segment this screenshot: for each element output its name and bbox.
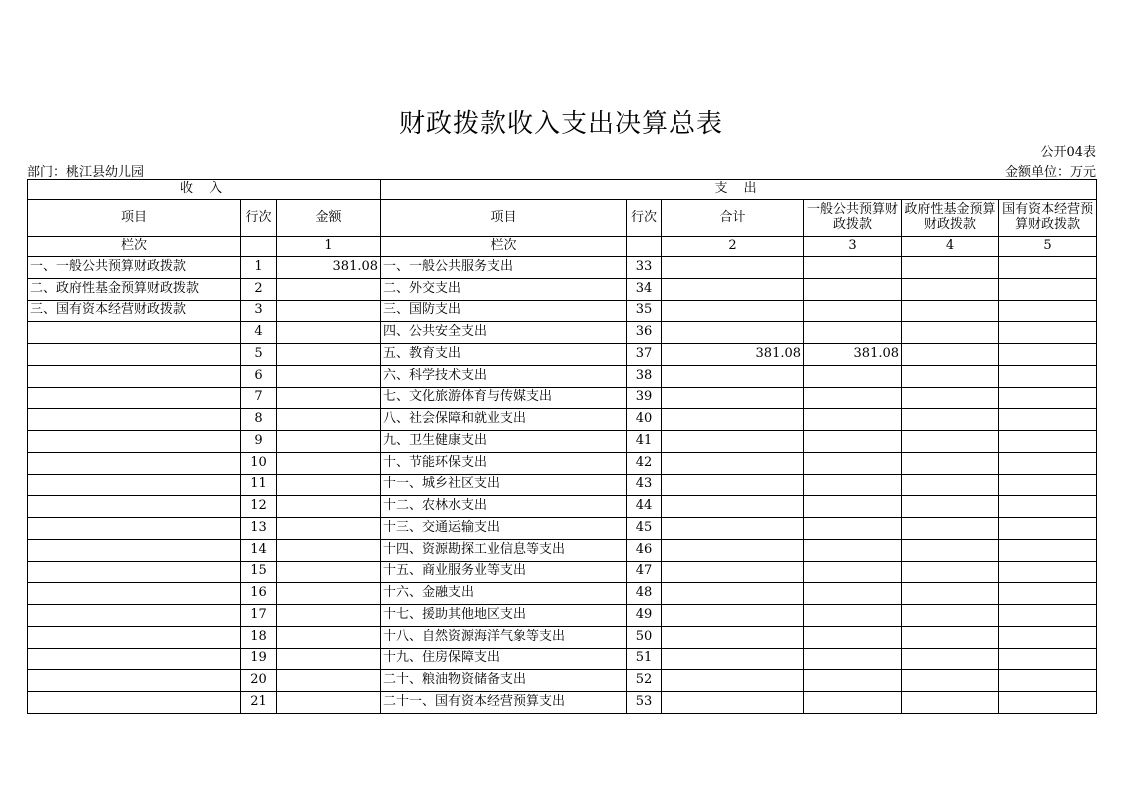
expense-item-cell: 二十、粮油物资储备支出 <box>381 670 627 692</box>
gov-fund-cell <box>902 518 999 540</box>
income-amount-cell <box>277 561 381 583</box>
income-amount-cell <box>277 605 381 627</box>
table-row <box>28 496 1097 518</box>
state-capital-cell <box>999 583 1097 605</box>
table-row <box>28 692 1097 714</box>
state-capital-cell <box>999 278 1097 300</box>
table-row <box>28 561 1097 583</box>
general-budget-cell <box>804 300 902 322</box>
general-budget-cell <box>804 452 902 474</box>
total-header: 合计 <box>662 200 804 237</box>
expense-rowno-cell: 34 <box>627 278 662 300</box>
total-cell <box>662 452 804 474</box>
income-item-cell <box>28 409 241 431</box>
general-budget-cell <box>804 257 902 279</box>
income-rowno-cell: 5 <box>241 344 277 366</box>
general-budget-cell <box>804 278 902 300</box>
department-label: 部门：桃江县幼儿园 <box>27 165 145 180</box>
gov-fund-cell <box>902 474 999 496</box>
table-row <box>28 605 1097 627</box>
income-item-cell <box>28 518 241 540</box>
income-amount-cell <box>277 387 381 409</box>
expense-rowno-cell: 48 <box>627 583 662 605</box>
expense-item-cell: 二、外交支出 <box>381 278 627 300</box>
expense-item-cell: 七、文化旅游体育与传媒支出 <box>381 387 627 409</box>
table-row <box>28 409 1097 431</box>
income-amount-cell <box>277 409 381 431</box>
income-item-cell <box>28 474 241 496</box>
expense-item-cell: 十三、交通运输支出 <box>381 518 627 540</box>
expense-item-cell: 十七、援助其他地区支出 <box>381 605 627 627</box>
income-item-cell <box>28 648 241 670</box>
col-index-label-right: 栏次 <box>381 237 627 257</box>
income-amount-cell <box>277 670 381 692</box>
gov-fund-cell <box>902 431 999 453</box>
expense-rowno-cell: 44 <box>627 496 662 518</box>
income-rowno-cell: 18 <box>241 626 277 648</box>
state-capital-cell <box>999 670 1097 692</box>
income-rowno-cell: 13 <box>241 518 277 540</box>
income-item-cell <box>28 496 241 518</box>
page-title: 财政拨款收入支出决算总表 <box>398 109 723 139</box>
expense-item-cell: 一、一般公共服务支出 <box>381 257 627 279</box>
total-cell <box>662 670 804 692</box>
income-amount-cell <box>277 474 381 496</box>
state-capital-cell <box>999 431 1097 453</box>
expense-item-cell: 十五、商业服务业等支出 <box>381 561 627 583</box>
state-capital-cell <box>999 344 1097 366</box>
col-index-4: 4 <box>902 237 999 257</box>
expense-rowno-cell: 38 <box>627 365 662 387</box>
gov-fund-cell <box>902 496 999 518</box>
table-row <box>28 257 1097 279</box>
header-row-sections <box>28 180 1097 200</box>
state-capital-cell <box>999 496 1097 518</box>
expense-rowno-cell: 41 <box>627 431 662 453</box>
general-budget-cell <box>804 474 902 496</box>
expense-item-cell: 十、节能环保支出 <box>381 452 627 474</box>
state-capital-cell <box>999 365 1097 387</box>
total-cell <box>662 496 804 518</box>
gov-fund-cell <box>902 278 999 300</box>
general-budget-cell <box>804 692 902 714</box>
total-cell <box>662 539 804 561</box>
state-capital-cell <box>999 561 1097 583</box>
total-cell <box>662 605 804 627</box>
gov-fund-cell <box>902 670 999 692</box>
table-row <box>28 431 1097 453</box>
table-row <box>28 365 1097 387</box>
general-budget-header: 一般公共预算财政拨款 <box>804 200 902 237</box>
state-capital-cell <box>999 692 1097 714</box>
table-row <box>28 278 1097 300</box>
expense-item-cell: 九、卫生健康支出 <box>381 431 627 453</box>
income-amount-cell <box>277 583 381 605</box>
income-rowno-cell: 6 <box>241 365 277 387</box>
gov-fund-cell <box>902 322 999 344</box>
expense-item-cell: 十二、农林水支出 <box>381 496 627 518</box>
income-item-cell <box>28 605 241 627</box>
expense-item-cell: 八、社会保障和就业支出 <box>381 409 627 431</box>
income-item-header: 项目 <box>28 200 241 237</box>
income-rowno-cell: 8 <box>241 409 277 431</box>
total-cell <box>662 387 804 409</box>
expense-rowno-header: 行次 <box>627 200 662 237</box>
income-amount-cell <box>277 431 381 453</box>
table-row <box>28 474 1097 496</box>
state-capital-cell <box>999 474 1097 496</box>
col-index-3: 3 <box>804 237 902 257</box>
income-item-cell <box>28 626 241 648</box>
income-item-cell <box>28 692 241 714</box>
gov-fund-cell <box>902 692 999 714</box>
income-rowno-cell: 14 <box>241 539 277 561</box>
general-budget-cell <box>804 496 902 518</box>
total-cell <box>662 583 804 605</box>
gov-fund-cell <box>902 648 999 670</box>
income-amount-cell <box>277 344 381 366</box>
table-row <box>28 300 1097 322</box>
income-rowno-cell: 20 <box>241 670 277 692</box>
general-budget-cell <box>804 518 902 540</box>
table-row <box>28 518 1097 540</box>
expense-item-cell: 十一、城乡社区支出 <box>381 474 627 496</box>
state-capital-header: 国有资本经营预算财政拨款 <box>999 200 1097 237</box>
income-amount-cell: 381.08 <box>277 257 381 279</box>
col-index-label-left: 栏次 <box>28 237 241 257</box>
expense-item-cell: 四、公共安全支出 <box>381 322 627 344</box>
expense-item-cell: 五、教育支出 <box>381 344 627 366</box>
expense-section-header: 支 出 <box>381 180 1097 200</box>
column-index-row <box>28 237 1097 257</box>
income-rowno-cell: 12 <box>241 496 277 518</box>
income-amount-cell <box>277 300 381 322</box>
income-amount-cell <box>277 322 381 344</box>
income-rowno-cell: 10 <box>241 452 277 474</box>
income-rowno-cell: 16 <box>241 583 277 605</box>
state-capital-cell <box>999 257 1097 279</box>
expense-item-cell: 六、科学技术支出 <box>381 365 627 387</box>
expense-item-cell: 十八、自然资源海洋气象等支出 <box>381 626 627 648</box>
expense-rowno-cell: 36 <box>627 322 662 344</box>
table-row <box>28 539 1097 561</box>
income-amount-cell <box>277 496 381 518</box>
income-amount-cell <box>277 626 381 648</box>
income-item-cell <box>28 561 241 583</box>
header-row-columns <box>28 200 1097 237</box>
income-amount-cell <box>277 518 381 540</box>
col-index-1: 1 <box>277 237 381 257</box>
expense-item-cell: 二十一、国有资本经营预算支出 <box>381 692 627 714</box>
expense-rowno-cell: 52 <box>627 670 662 692</box>
table-row <box>28 583 1097 605</box>
state-capital-cell <box>999 605 1097 627</box>
form-code: 公开04表 <box>1040 145 1096 160</box>
col-index-2: 2 <box>662 237 804 257</box>
income-item-cell: 二、政府性基金预算财政拨款 <box>28 278 241 300</box>
gov-fund-header: 政府性基金预算财政拨款 <box>902 200 999 237</box>
expense-rowno-cell: 53 <box>627 692 662 714</box>
general-budget-cell <box>804 561 902 583</box>
income-amount-cell <box>277 539 381 561</box>
income-item-cell <box>28 670 241 692</box>
general-budget-cell <box>804 648 902 670</box>
income-rowno-cell: 21 <box>241 692 277 714</box>
expense-rowno-cell: 45 <box>627 518 662 540</box>
gov-fund-cell <box>902 300 999 322</box>
income-item-cell <box>28 583 241 605</box>
income-rowno-cell: 4 <box>241 322 277 344</box>
income-item-cell <box>28 365 241 387</box>
expense-rowno-cell: 39 <box>627 387 662 409</box>
general-budget-cell <box>804 670 902 692</box>
total-cell <box>662 409 804 431</box>
gov-fund-cell <box>902 561 999 583</box>
total-cell <box>662 648 804 670</box>
general-budget-cell <box>804 626 902 648</box>
col-index-5: 5 <box>999 237 1097 257</box>
income-item-cell <box>28 322 241 344</box>
expense-rowno-cell: 42 <box>627 452 662 474</box>
table-row <box>28 626 1097 648</box>
table-row <box>28 648 1097 670</box>
income-amount-cell <box>277 648 381 670</box>
expense-rowno-cell: 50 <box>627 626 662 648</box>
gov-fund-cell <box>902 626 999 648</box>
total-cell: 381.08 <box>662 344 804 366</box>
table-row <box>28 670 1097 692</box>
general-budget-cell <box>804 322 902 344</box>
col-index-blank <box>627 237 662 257</box>
income-item-cell <box>28 344 241 366</box>
state-capital-cell <box>999 518 1097 540</box>
gov-fund-cell <box>902 605 999 627</box>
gov-fund-cell <box>902 452 999 474</box>
expense-item-cell: 十四、资源勘探工业信息等支出 <box>381 539 627 561</box>
budget-table <box>27 179 1097 714</box>
expense-rowno-cell: 51 <box>627 648 662 670</box>
unit-label: 金额单位：万元 <box>1004 165 1096 180</box>
income-rowno-header: 行次 <box>241 200 277 237</box>
income-amount-header: 金额 <box>277 200 381 237</box>
state-capital-cell <box>999 626 1097 648</box>
expense-rowno-cell: 43 <box>627 474 662 496</box>
income-item-cell: 三、国有资本经营财政拨款 <box>28 300 241 322</box>
gov-fund-cell <box>902 344 999 366</box>
general-budget-cell <box>804 431 902 453</box>
income-section-header: 收 入 <box>28 180 381 200</box>
general-budget-cell <box>804 539 902 561</box>
table-row <box>28 387 1097 409</box>
income-rowno-cell: 3 <box>241 300 277 322</box>
total-cell <box>662 365 804 387</box>
expense-item-header: 项目 <box>381 200 627 237</box>
state-capital-cell <box>999 539 1097 561</box>
general-budget-cell <box>804 365 902 387</box>
table-row <box>28 344 1097 366</box>
total-cell <box>662 474 804 496</box>
total-cell <box>662 322 804 344</box>
income-rowno-cell: 17 <box>241 605 277 627</box>
gov-fund-cell <box>902 365 999 387</box>
income-rowno-cell: 11 <box>241 474 277 496</box>
income-rowno-cell: 19 <box>241 648 277 670</box>
col-index-blank <box>241 237 277 257</box>
expense-item-cell: 十九、住房保障支出 <box>381 648 627 670</box>
total-cell <box>662 300 804 322</box>
state-capital-cell <box>999 452 1097 474</box>
total-cell <box>662 431 804 453</box>
state-capital-cell <box>999 387 1097 409</box>
general-budget-cell: 381.08 <box>804 344 902 366</box>
income-rowno-cell: 7 <box>241 387 277 409</box>
income-rowno-cell: 1 <box>241 257 277 279</box>
expense-rowno-cell: 46 <box>627 539 662 561</box>
gov-fund-cell <box>902 583 999 605</box>
gov-fund-cell <box>902 539 999 561</box>
expense-rowno-cell: 35 <box>627 300 662 322</box>
expense-item-cell: 十六、金融支出 <box>381 583 627 605</box>
state-capital-cell <box>999 648 1097 670</box>
general-budget-cell <box>804 605 902 627</box>
total-cell <box>662 561 804 583</box>
total-cell <box>662 278 804 300</box>
gov-fund-cell <box>902 409 999 431</box>
income-rowno-cell: 15 <box>241 561 277 583</box>
income-item-cell: 一、一般公共预算财政拨款 <box>28 257 241 279</box>
state-capital-cell <box>999 409 1097 431</box>
income-amount-cell <box>277 692 381 714</box>
income-item-cell <box>28 431 241 453</box>
income-item-cell <box>28 452 241 474</box>
income-item-cell <box>28 387 241 409</box>
total-cell <box>662 692 804 714</box>
income-rowno-cell: 9 <box>241 431 277 453</box>
general-budget-cell <box>804 583 902 605</box>
expense-rowno-cell: 47 <box>627 561 662 583</box>
expense-item-cell: 三、国防支出 <box>381 300 627 322</box>
income-amount-cell <box>277 278 381 300</box>
table-row <box>28 322 1097 344</box>
state-capital-cell <box>999 322 1097 344</box>
table-row <box>28 452 1097 474</box>
expense-rowno-cell: 49 <box>627 605 662 627</box>
general-budget-cell <box>804 409 902 431</box>
income-item-cell <box>28 539 241 561</box>
gov-fund-cell <box>902 387 999 409</box>
expense-rowno-cell: 33 <box>627 257 662 279</box>
expense-rowno-cell: 40 <box>627 409 662 431</box>
gov-fund-cell <box>902 257 999 279</box>
total-cell <box>662 518 804 540</box>
state-capital-cell <box>999 300 1097 322</box>
total-cell <box>662 626 804 648</box>
income-amount-cell <box>277 452 381 474</box>
income-rowno-cell: 2 <box>241 278 277 300</box>
general-budget-cell <box>804 387 902 409</box>
total-cell <box>662 257 804 279</box>
income-amount-cell <box>277 365 381 387</box>
expense-rowno-cell: 37 <box>627 344 662 366</box>
